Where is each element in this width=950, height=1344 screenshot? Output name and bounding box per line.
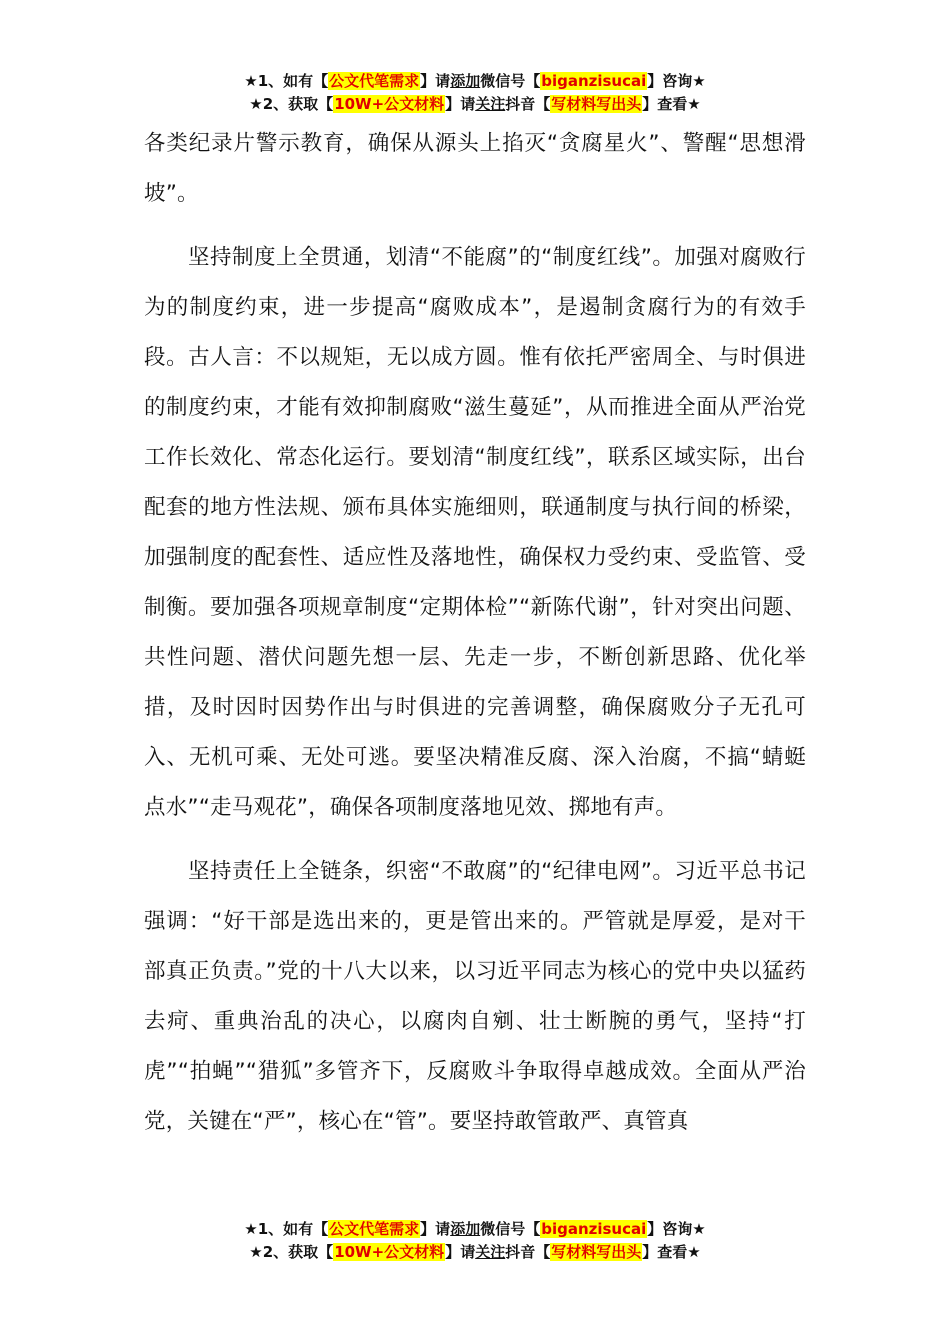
douyin-account: 写材料写出头 xyxy=(551,95,642,113)
paragraph-2: 坚持制度上全贯通，划清“不能腐”的“制度红线”。加强对腐败行为的制度约束，进一步提高“腐败成本”，是遏制贪腐行为的有效手段。古人言：不以规矩，无以成方圆。惟有依托严密周全、与时俱进的制度约束，才能有效抑制腐败“滋生蔓延”，从而推进全面从严治党工作长效化、常态化运行。要划清“制度红线”，联系区域实际，出台配套的地方性法规、颁布具体实施细则，联通制度与执行间的桥梁，加强制度的配套性、适应性及落地性，确保权力受约束、受监管、受制衡。要加强各项规章制度“定期体检”“新陈代谢”，针对突出问题、共性问题、潜伏问题先想一层、先走一步，不断创新思路、优化举措，及时因时因势作出与时俱进的完善调整，确保腐败分子无孔可入、无机可乘、无处可逃。要坚决精准反腐、深入治腐，不搞“蜻蜓点水”“走马观花”，确保各项制度落地见效、掷地有声。 xyxy=(144,245,806,820)
highlight-materials: 10W+公文材料 xyxy=(334,1243,445,1261)
wechat-id: biganzisucai xyxy=(541,1220,647,1238)
wechat-id: biganzisucai xyxy=(541,72,647,90)
douyin-account: 写材料写出头 xyxy=(551,1243,642,1261)
footer-banner xyxy=(0,1218,950,1264)
paragraph-1: 各类纪录片警示教育，确保从源头上掐灭“贪腐星火”、警醒“思想滑坡”。 xyxy=(144,131,806,206)
paragraph-gap xyxy=(144,833,806,847)
paragraph-gap xyxy=(144,219,806,233)
footer-line-1: ★1、如有【公文代笔需求】请添加微信号【biganzisucai】咨询★ xyxy=(244,1220,706,1238)
highlight-service: 公文代笔需求 xyxy=(329,72,420,90)
footer-line-2: ★2、获取【10W+公文材料】请关注抖音【写材料写出头】查看★ xyxy=(249,1243,701,1261)
header-line-2: ★2、获取【10W+公文材料】请关注抖音【写材料写出头】查看★ xyxy=(249,95,701,113)
document-body xyxy=(144,119,806,1147)
header-banner xyxy=(0,70,950,116)
paragraph-3: 坚持责任上全链条，织密“不敢腐”的“纪律电网”。习近平总书记强调：“好干部是选出来的，更是管出来的。严管就是厚爱，是对干部真正负责。”党的十八大以来，以习近平同志为核心的党中央以猛药去疴、重典治乱的决心，以腐肉自剜、壮士断腕的勇气，坚持“打虎”“拍蝇”“猎狐”多管齐下，反腐败斗争取得卓越成效。全面从严治党，关键在“严”，核心在“管”。要坚持敢管敢严、真管真 xyxy=(144,859,806,1134)
highlight-service: 公文代笔需求 xyxy=(329,1220,420,1238)
highlight-materials: 10W+公文材料 xyxy=(334,95,445,113)
header-line-1: ★1、如有【公文代笔需求】请添加微信号【biganzisucai】咨询★ xyxy=(244,72,706,90)
